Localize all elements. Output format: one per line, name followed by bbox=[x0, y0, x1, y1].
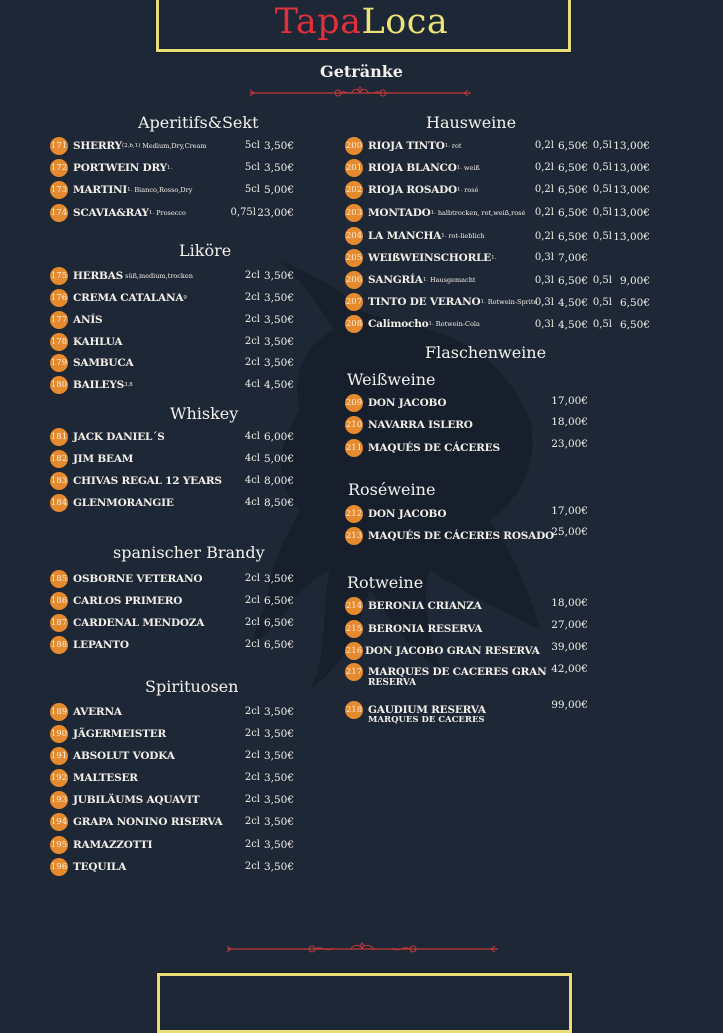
menu-item: 174 SCAVIA&RAY 1. Prosecco bbox=[50, 205, 186, 221]
menu-item: 185 OSBORNE VETERANO bbox=[50, 571, 202, 587]
menu-item: 194 GRAPA NONINO RISERVA bbox=[50, 814, 222, 830]
menu-item: 214 BERONIA CRIANZA bbox=[345, 598, 482, 614]
menu-item: 205 WEIßWEINSCHORLE 1. bbox=[345, 250, 496, 266]
menu-item: 196 TEQUILA bbox=[50, 859, 126, 875]
menu-item: 178 KAHLUA bbox=[50, 334, 122, 350]
menu-item: 187 CARDENAL MENDOZA bbox=[50, 615, 204, 631]
section-title: Rotweine bbox=[347, 573, 424, 592]
section-title: Liköre bbox=[179, 241, 232, 260]
menu-item: 188 LEPANTO bbox=[50, 637, 129, 653]
footer-frame bbox=[157, 973, 572, 1033]
menu-item: 175 HERBAS süß,medium,trocken bbox=[50, 268, 193, 284]
menu-item: 176 CREMA CATALANA 9 bbox=[50, 290, 187, 306]
section-title: Whiskey bbox=[170, 404, 239, 423]
menu-item: 201 RIOJA BLANCO 1. weiß bbox=[345, 160, 480, 176]
menu-item: 207 TINTO DE VERANO 1. Rotwein-Sprite bbox=[345, 294, 537, 310]
menu-item: 215 BERONIA RESERVA bbox=[345, 621, 482, 637]
menu-item: 177 ANÍS bbox=[50, 312, 102, 328]
menu-item: 211 MAQUÉS DE CÁCERES bbox=[345, 440, 500, 456]
menu-item: 216 DON JACOBO GRAN RESERVA bbox=[345, 643, 540, 659]
menu-item: 183 CHIVAS REGAL 12 YEARS bbox=[50, 473, 222, 489]
menu-item: 171 SHERRY (2,b,1) Medium,Dry,Cream bbox=[50, 138, 207, 154]
menu-item: 181 JACK DANIEL´S bbox=[50, 429, 165, 445]
brand-logo: TapaLoca bbox=[274, 2, 449, 42]
menu-item: 193 JUBILÄUMS AQUAVIT bbox=[50, 792, 199, 808]
section-title: Weißweine bbox=[347, 370, 436, 389]
ornament-divider-icon bbox=[225, 942, 500, 956]
menu-item: 218 GAUDIUM RESERVA bbox=[345, 702, 486, 718]
menu-item: 195 RAMAZZOTTI bbox=[50, 837, 152, 853]
section-flaschenweine: Flaschenweine bbox=[425, 343, 547, 362]
menu-item: 210 NAVARRA ISLERO bbox=[345, 417, 473, 433]
menu-item: 212 DON JACOBO bbox=[345, 506, 446, 522]
section-title: Roséweine bbox=[348, 480, 436, 499]
page-title: Getränke bbox=[320, 62, 403, 81]
menu-item: 179 SAMBUCA bbox=[50, 355, 134, 371]
menu-item: 192 MALTESER bbox=[50, 770, 138, 786]
section-title: Hausweine bbox=[426, 113, 517, 132]
menu-item: 204 LA MANCHA 1. rot-lieblich bbox=[345, 228, 484, 244]
section-title: Aperitifs&Sekt bbox=[138, 113, 259, 132]
menu-item: 189 AVERNA bbox=[50, 704, 122, 720]
menu-item: 191 ABSOLUT VODKA bbox=[50, 748, 175, 764]
menu-item: 217 MARQUES DE CACERES GRAN bbox=[345, 664, 546, 680]
menu-item: 213 MAQUÉS DE CÁCERES ROSADO bbox=[345, 528, 554, 544]
menu-item: 182 JIM BEAM bbox=[50, 451, 133, 467]
menu-item: 206 SANGRÍA 1. Hausgemacht bbox=[345, 272, 476, 288]
section-title: spanischer Brandy bbox=[113, 543, 265, 562]
menu-item: 180 BAILEYS 3,8 bbox=[50, 377, 133, 393]
menu-item: 202 RIOJA ROSADO 1. rosé bbox=[345, 182, 478, 198]
menu-item: 173 MARTINI 1. Bianco,Rosso,Dry bbox=[50, 182, 192, 198]
menu-item: 184 GLENMORANGIE bbox=[50, 495, 174, 511]
menu-item: 186 CARLOS PRIMERO bbox=[50, 593, 182, 609]
menu-item: 190 JÄGERMEISTER bbox=[50, 726, 166, 742]
menu-item: 209 DON JACOBO bbox=[345, 395, 446, 411]
menu-item: 200 RIOJA TINTO 1. rot bbox=[345, 138, 462, 154]
menu-item: 172 PORTWEIN DRY 1. bbox=[50, 160, 172, 176]
menu-item: 208 Calimocho 1. Rotwein-Cola bbox=[345, 316, 480, 332]
menu-item: 203 MONTADO 1. halbtrocken, rot,weiß,rosé bbox=[345, 205, 525, 221]
section-title: Spirituosen bbox=[145, 677, 239, 696]
ornament-divider-icon bbox=[248, 86, 473, 100]
